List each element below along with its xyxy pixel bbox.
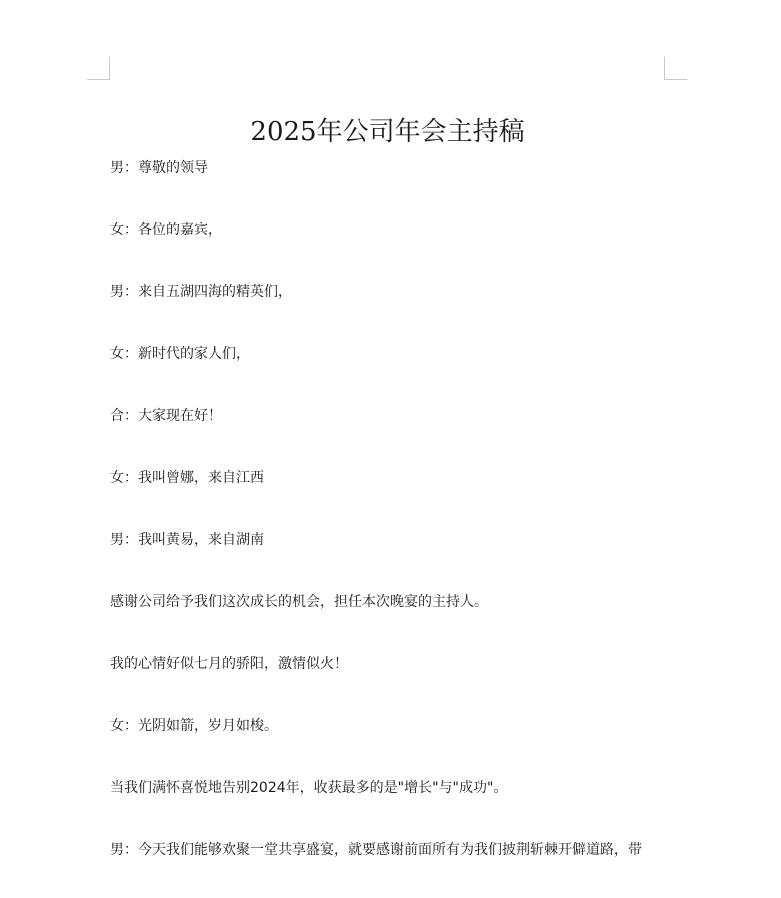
top-right-margin-mark [664, 57, 687, 80]
paragraph: 男：尊敬的领导 [110, 160, 208, 176]
paragraph: 男：今天我们能够欢聚一堂共享盛宴，就要感谢前面所有为我们披荆斩棘开僻道路，带 [110, 842, 642, 858]
paragraph: 合：大家现在好！ [110, 408, 222, 424]
paragraph: 当我们满怀喜悦地告别2024年，收获最多的是"增长"与"成功"。 [110, 780, 508, 796]
paragraph: 女：光阴如箭，岁月如梭。 [110, 718, 278, 734]
document-body [110, 154, 670, 898]
paragraph: 我的心情好似七月的骄阳，激情似火！ [110, 656, 348, 672]
top-left-margin-mark [87, 57, 110, 80]
paragraph: 女：各位的嘉宾， [110, 222, 222, 238]
paragraph: 女：我叫曾娜，来自江西 [110, 470, 264, 486]
paragraph: 男：来自五湖四海的精英们， [110, 284, 292, 300]
paragraph: 感谢公司给予我们这次成长的机会，担任本次晚宴的主持人。 [110, 594, 488, 610]
paragraph: 女：新时代的家人们， [110, 346, 250, 362]
document-title: 2025年公司年会主持稿 [250, 117, 525, 147]
paragraph: 男：我叫黄易，来自湖南 [110, 532, 264, 548]
